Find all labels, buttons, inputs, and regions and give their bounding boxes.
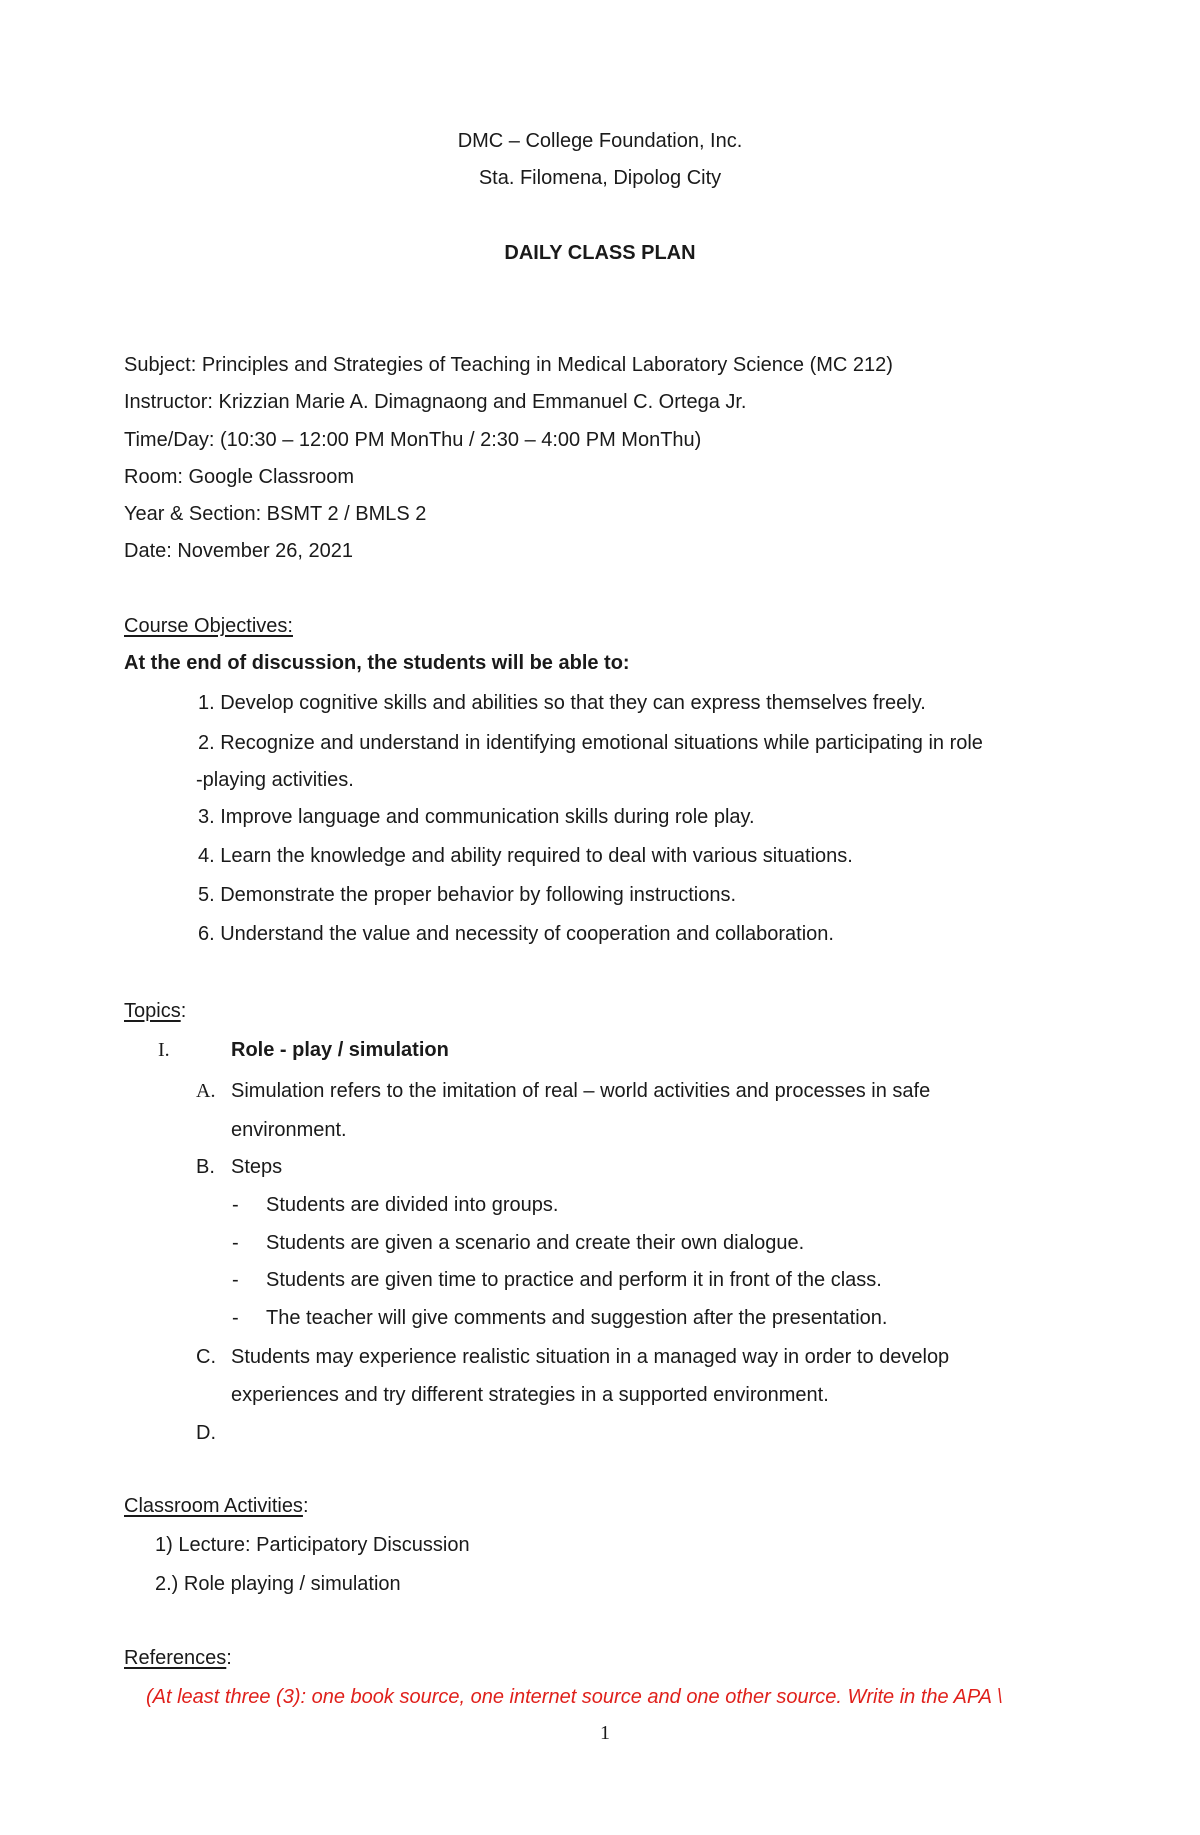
objectives-heading: Course Objectives: — [124, 615, 293, 637]
step-dash: - — [232, 1232, 239, 1254]
topics-heading-group — [124, 1001, 186, 1021]
instructor-line: Instructor: Krizzian Marie A. Dimagnaong and Emmanuel C. Ortega Jr. — [124, 391, 747, 413]
institution-location: Sta. Filomena, Dipolog City — [478, 167, 722, 189]
step-item: Students are given a scenario and create their own dialogue. — [266, 1232, 805, 1254]
topic-roman-numeral: I. — [158, 1039, 170, 1061]
activity-item: 1) Lecture: Participatory Discussion — [155, 1534, 470, 1556]
topic-c-line: Students may experience realistic situation in a managed way in order to develop — [231, 1346, 950, 1368]
topic-a-line: environment. — [231, 1119, 347, 1141]
activity-item: 2.) Role playing / simulation — [155, 1573, 401, 1595]
objectives-intro: At the end of discussion, the students will be able to: — [124, 652, 630, 674]
references-heading-group — [124, 1648, 232, 1668]
institution-name: DMC – College Foundation, Inc. — [457, 130, 743, 152]
objective-item: 4. Learn the knowledge and ability required to deal with various situations. — [198, 845, 853, 867]
page-number: 1 — [600, 1722, 610, 1744]
objective-item: 3. Improve language and communication skills during role play. — [198, 806, 755, 828]
activities-heading-group — [124, 1496, 309, 1516]
subject-line: Subject: Principles and Strategies of Teaching in Medical Laboratory Science (MC 212) — [124, 354, 893, 376]
year-section-line: Year & Section: BSMT 2 / BMLS 2 — [124, 503, 427, 525]
time-day-line: Time/Day: (10:30 – 12:00 PM MonThu / 2:30 – 4:00 PM MonThu) — [124, 429, 702, 451]
topic-c-line: experiences and try different strategies in a supported environment. — [231, 1384, 829, 1406]
topics-heading: Topics — [124, 1000, 181, 1022]
topic-label-b: B. — [196, 1156, 215, 1178]
room-line: Room: Google Classroom — [124, 466, 355, 488]
references-colon: : — [226, 1647, 232, 1669]
references-note: (At least three (3): one book source, one internet source and one other source. Write in the APA \ — [146, 1686, 1003, 1708]
topic-label-a: A. — [196, 1080, 216, 1102]
step-dash: - — [232, 1307, 239, 1329]
topics-colon: : — [180, 1000, 187, 1022]
step-item: Students are given time to practice and perform it in front of the class. — [266, 1269, 882, 1291]
topic-a-line: Simulation refers to the imitation of real – world activities and processes in safe — [231, 1080, 931, 1102]
step-item: The teacher will give comments and suggestion after the presentation. — [266, 1307, 888, 1329]
objective-item-continuation: -playing activities. — [196, 769, 354, 791]
objective-item: 6. Understand the value and necessity of cooperation and collaboration. — [198, 923, 834, 945]
objective-item: 1. Develop cognitive skills and abilities so that they can express themselves freely. — [198, 692, 926, 714]
document-title: DAILY CLASS PLAN — [504, 242, 696, 264]
step-dash: - — [232, 1194, 239, 1216]
topic-b-text: Steps — [231, 1156, 283, 1178]
activities-heading: Classroom Activities — [124, 1495, 303, 1517]
step-dash: - — [232, 1269, 239, 1291]
objective-item: 2. Recognize and understand in identifying emotional situations while participating in role — [198, 732, 983, 754]
activities-colon: : — [302, 1495, 309, 1517]
step-item: Students are divided into groups. — [266, 1194, 559, 1216]
objective-item: 5. Demonstrate the proper behavior by following instructions. — [198, 884, 737, 906]
topic-label-d: D. — [196, 1422, 216, 1444]
topic-label-c: C. — [196, 1346, 216, 1368]
references-heading: References — [124, 1647, 227, 1669]
date-line: Date: November 26, 2021 — [124, 540, 354, 562]
topic-title: Role - play / simulation — [231, 1039, 449, 1061]
